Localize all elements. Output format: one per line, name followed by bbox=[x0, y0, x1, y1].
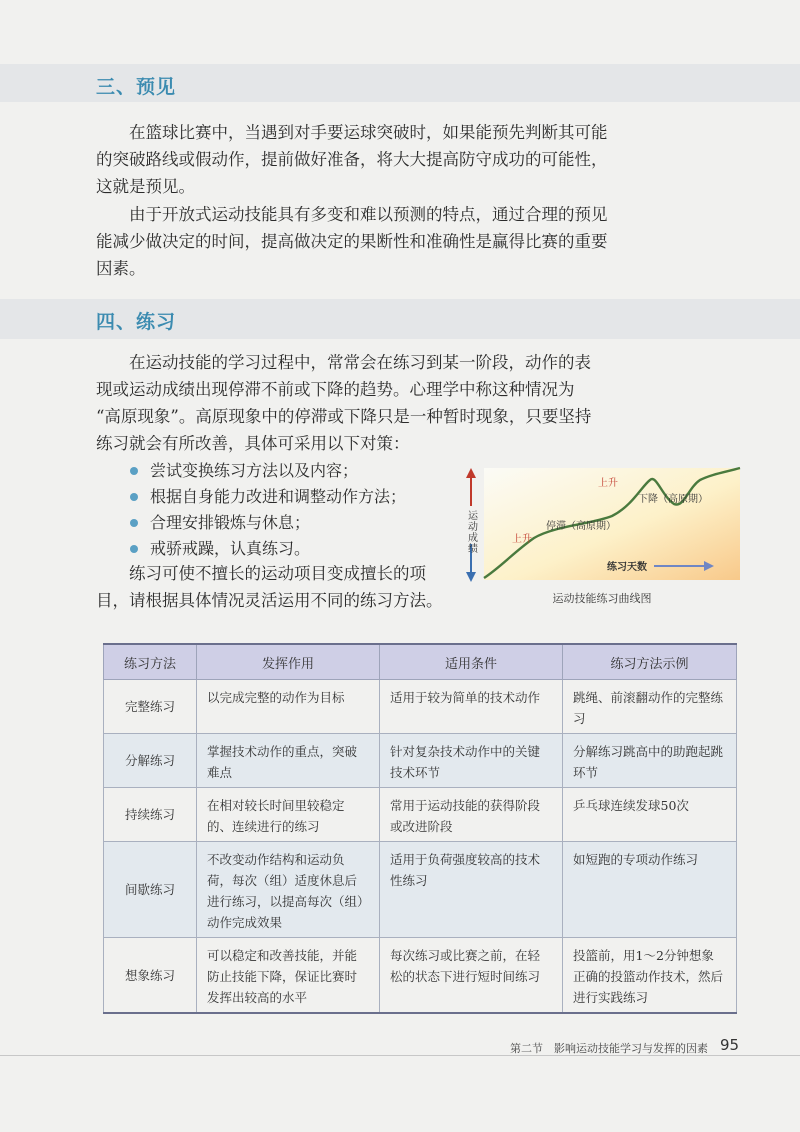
chapter-footer: 第二节 影响运动技能学习与发挥的因素 bbox=[510, 1042, 708, 1055]
method-name: 想象练习 bbox=[104, 938, 197, 1014]
bullet-icon bbox=[130, 467, 138, 475]
method-effect: 可以稳定和改善技能，并能防止技能下降，保证比赛时发挥出较高的水平 bbox=[197, 938, 380, 1014]
method-name: 分解练习 bbox=[104, 734, 197, 788]
method-effect: 以完成完整的动作为目标 bbox=[197, 680, 380, 734]
page-number: 95 bbox=[720, 1036, 740, 1054]
method-name: 完整练习 bbox=[104, 680, 197, 734]
method-effect: 在相对较长时间里较稳定的、连续进行的练习 bbox=[197, 788, 380, 842]
x-axis-label: 练习天数 bbox=[607, 562, 647, 573]
intro-line: 练习就会有所改善，具体可采用以下对策： bbox=[96, 434, 410, 453]
annotation-decline: 下降（高原期） bbox=[638, 494, 708, 505]
method-condition: 常用于运动技能的获得阶段或改进阶段 bbox=[380, 788, 563, 842]
learning-curve-figure bbox=[462, 466, 742, 606]
list-item: 合理安排锻炼与休息； bbox=[130, 510, 406, 536]
section3-paragraph-1: 在篮球比赛中，当遇到对手要运球突破时，如果能预先判断其可能的突破路线或假动作，提前做好准备，将大大提高防守成功的可能性，这就是预见。 bbox=[96, 123, 608, 196]
method-name: 间歇练习 bbox=[104, 842, 197, 938]
table-row bbox=[104, 842, 737, 938]
method-example: 乒乓球连续发球50次 bbox=[563, 788, 737, 842]
table-row bbox=[104, 938, 737, 1014]
y-axis-label: 运动成绩 bbox=[465, 510, 477, 554]
method-effect: 不改变动作结构和运动负荷，每次（组）适度休息后进行练习，以提高每次（组）动作完成效果 bbox=[197, 842, 380, 938]
countermeasure-list bbox=[130, 458, 406, 562]
column-header: 练习方法示例 bbox=[563, 644, 737, 680]
table-row bbox=[104, 788, 737, 842]
section3-paragraph-2: 由于开放式运动技能具有多变和难以预测的特点，通过合理的预见能减少做决定的时间，提高做决定的果断性和准确性是赢得比赛的重要因素。 bbox=[96, 205, 608, 278]
bullet-icon bbox=[130, 545, 138, 553]
method-example: 跳绳、前滚翻动作的完整练习 bbox=[563, 680, 737, 734]
method-condition: 适用于负荷强度较高的技术性练习 bbox=[380, 842, 563, 938]
section4-intro bbox=[96, 349, 656, 457]
annotation-rise-1: 上升 bbox=[512, 534, 532, 545]
annotation-plateau: 停滞（高原期） bbox=[546, 521, 616, 532]
table-row bbox=[104, 734, 737, 788]
method-condition: 每次练习或比赛之前，在轻松的状态下进行短时间练习 bbox=[380, 938, 563, 1014]
method-condition: 适用于较为简单的技术动作 bbox=[380, 680, 563, 734]
up-arrow-icon bbox=[466, 468, 476, 478]
bullet-icon bbox=[130, 519, 138, 527]
method-example: 分解练习跳高中的助跑起跳环节 bbox=[563, 734, 737, 788]
annotation-rise-2: 上升 bbox=[598, 478, 618, 489]
intro-line: 在运动技能的学习过程中，常常会在练习到某一阶段，动作的表 bbox=[129, 353, 591, 372]
list-item: 根据自身能力改进和调整动作方法； bbox=[130, 484, 406, 510]
column-header: 适用条件 bbox=[380, 644, 563, 680]
method-name: 持续练习 bbox=[104, 788, 197, 842]
section4-closing: 练习可使不擅长的运动项目变成擅长的项目，请根据具体情况灵活运用不同的练习方法。 bbox=[96, 564, 443, 610]
list-item: 尝试变换练习方法以及内容； bbox=[130, 458, 406, 484]
method-effect: 掌握技术动作的重点，突破难点 bbox=[197, 734, 380, 788]
section3-title: 三、预见 bbox=[96, 76, 177, 98]
method-example: 如短跑的专项动作练习 bbox=[563, 842, 737, 938]
method-condition: 针对复杂技术动作中的关键技术环节 bbox=[380, 734, 563, 788]
table-row bbox=[104, 680, 737, 734]
practice-methods-table bbox=[103, 643, 737, 1014]
figure-caption: 运动技能练习曲线图 bbox=[552, 592, 652, 605]
section4-title: 四、练习 bbox=[96, 311, 177, 333]
bullet-icon bbox=[130, 493, 138, 501]
column-header: 发挥作用 bbox=[197, 644, 380, 680]
down-arrow-icon bbox=[466, 572, 476, 582]
intro-line: “高原现象”。高原现象中的停滞或下降只是一种暂时现象，只要坚持 bbox=[96, 407, 592, 426]
table-header-row bbox=[104, 644, 737, 680]
column-header: 练习方法 bbox=[104, 644, 197, 680]
list-item: 戒骄戒躁，认真练习。 bbox=[130, 536, 406, 562]
intro-line: 现或运动成绩出现停滞不前或下降的趋势。心理学中称这种情况为 bbox=[96, 380, 575, 399]
method-example: 投篮前，用1～2分钟想象正确的投篮动作技术，然后进行实践练习 bbox=[563, 938, 737, 1014]
